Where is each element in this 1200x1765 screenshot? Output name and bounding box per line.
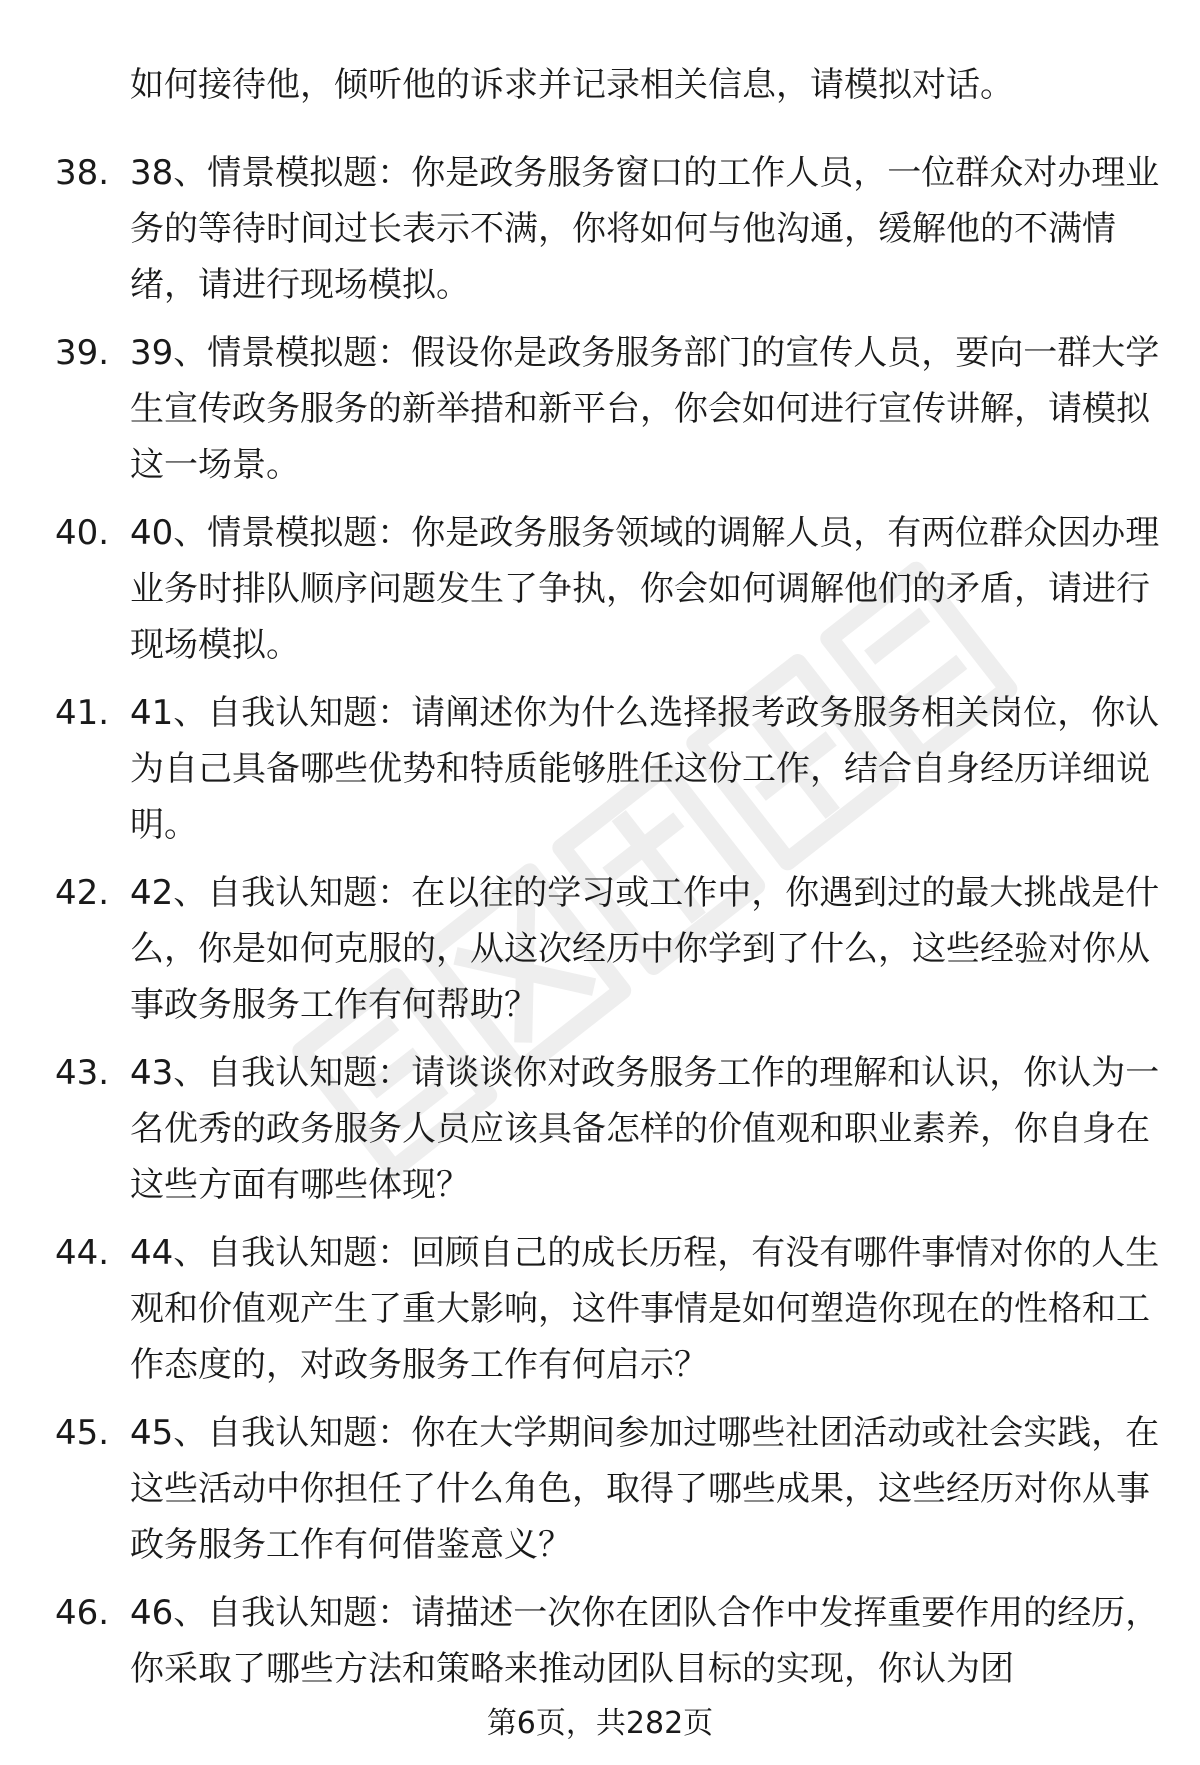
list-item bbox=[0, 685, 1200, 865]
page-footer: 第6页，共282页 bbox=[486, 1706, 714, 1741]
question-number: 43. bbox=[55, 1053, 110, 1093]
list-item bbox=[0, 505, 1200, 685]
question-number: 40. bbox=[55, 513, 110, 553]
question-text: 40、情景模拟题：你是政务服务领域的调解人员，有两位群众因办理业务时排队顺序问题发生了争执，你会如何调解他们的矛盾，请进行现场模拟。 bbox=[130, 513, 1160, 665]
list-item bbox=[0, 325, 1200, 505]
question-number: 42. bbox=[55, 873, 110, 913]
continued-question-text: 如何接待他，倾听他的诉求并记录相关信息，请模拟对话。 bbox=[130, 65, 1014, 105]
question-text: 41、自我认知题：请阐述你为什么选择报考政务服务相关岗位，你认为自己具备哪些优势和特质能够胜任这份工作，结合自身经历详细说明。 bbox=[130, 693, 1160, 845]
question-number: 46. bbox=[55, 1593, 110, 1633]
question-text: 42、自我认知题：在以往的学习或工作中，你遇到过的最大挑战是什么，你是如何克服的，从这次经历中你学到了什么，这些经验对你从事政务服务工作有何帮助？ bbox=[130, 873, 1160, 1025]
question-list bbox=[0, 145, 1200, 1765]
list-item bbox=[0, 1045, 1200, 1225]
list-item bbox=[0, 1405, 1200, 1585]
list-item bbox=[0, 1225, 1200, 1405]
question-number: 39. bbox=[55, 333, 110, 373]
question-text: 46、自我认知题：请描述一次你在团队合作中发挥重要作用的经历，你采取了哪些方法和策略来推动团队目标的实现，你认为团 bbox=[130, 1593, 1160, 1689]
question-number: 38. bbox=[55, 153, 110, 193]
question-number: 44. bbox=[55, 1233, 110, 1273]
list-item bbox=[0, 145, 1200, 325]
question-text: 39、情景模拟题：假设你是政务服务部门的宣传人员，要向一群大学生宣传政务服务的新举措和新平台，你会如何进行宣传讲解，请模拟这一场景。 bbox=[130, 333, 1160, 485]
list-item bbox=[0, 865, 1200, 1045]
question-text: 43、自我认知题：请谈谈你对政务服务工作的理解和认识，你认为一名优秀的政务服务人员应该具备怎样的价值观和职业素养，你自身在这些方面有哪些体现？ bbox=[130, 1053, 1160, 1205]
question-text: 44、自我认知题：回顾自己的成长历程，有没有哪件事情对你的人生观和价值观产生了重大影响，这件事情是如何塑造你现在的性格和工作态度的，对政务服务工作有何启示？ bbox=[130, 1233, 1160, 1385]
question-text: 38、情景模拟题：你是政务服务窗口的工作人员，一位群众对办理业务的等待时间过长表示不满，你将如何与他沟通，缓解他的不满情绪，请进行现场模拟。 bbox=[130, 153, 1160, 305]
question-number: 41. bbox=[55, 693, 110, 733]
question-text: 45、自我认知题：你在大学期间参加过哪些社团活动或社会实践，在这些活动中你担任了什么角色，取得了哪些成果，这些经历对你从事政务服务工作有何借鉴意义？ bbox=[130, 1413, 1160, 1565]
question-number: 45. bbox=[55, 1413, 110, 1453]
